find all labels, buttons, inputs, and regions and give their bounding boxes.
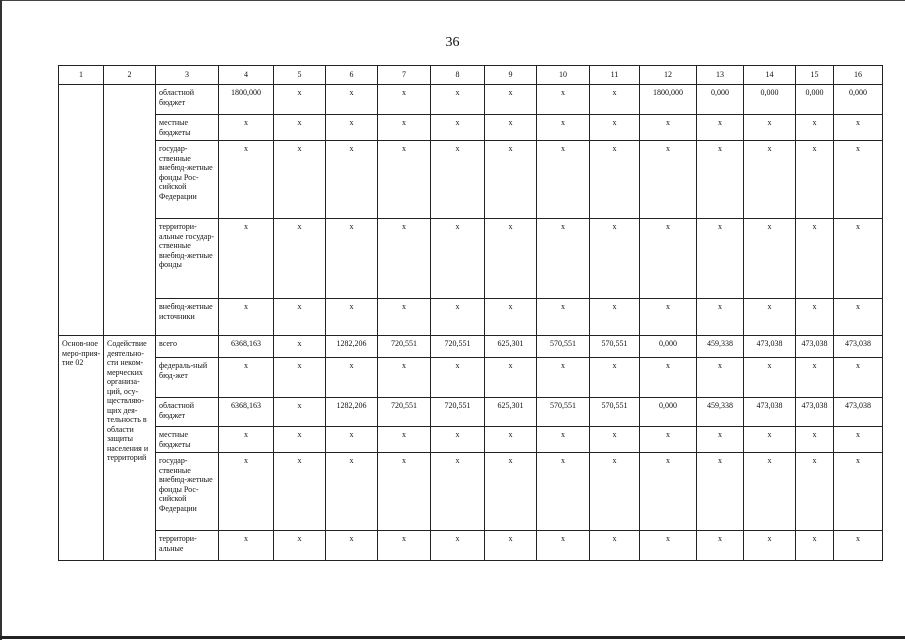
value-cell: x: [378, 219, 431, 299]
value-cell: x: [326, 453, 378, 531]
table-row: [59, 85, 883, 115]
value-cell: x: [485, 427, 537, 453]
value-cell: x: [274, 453, 326, 531]
value-cell: x: [378, 531, 431, 561]
value-cell: 473,038: [796, 336, 834, 358]
value-cell: x: [744, 427, 796, 453]
value-cell: x: [326, 358, 378, 398]
value-cell: x: [378, 427, 431, 453]
value-cell: x: [219, 219, 274, 299]
value-cell: x: [834, 453, 883, 531]
value-cell: x: [640, 427, 697, 453]
value-cell: x: [274, 141, 326, 219]
value-cell: x: [640, 358, 697, 398]
category-cell: государ-ственные внебюд-жетные фонды Рос-сийской Федерации: [156, 141, 219, 219]
value-cell: 720,551: [378, 398, 431, 427]
value-cell: 473,038: [834, 398, 883, 427]
header-cell: 5: [274, 66, 326, 85]
value-cell: x: [537, 427, 590, 453]
value-cell: x: [326, 219, 378, 299]
table-row: [59, 141, 883, 219]
header-cell: 6: [326, 66, 378, 85]
value-cell: x: [485, 531, 537, 561]
value-cell: x: [590, 141, 640, 219]
header-cell: 10: [537, 66, 590, 85]
header-cell: 4: [219, 66, 274, 85]
value-cell: x: [697, 427, 744, 453]
table-row: [59, 531, 883, 561]
value-cell: x: [744, 531, 796, 561]
value-cell: x: [590, 531, 640, 561]
value-cell: 0,000: [640, 336, 697, 358]
value-cell: 473,038: [796, 398, 834, 427]
value-cell: x: [640, 115, 697, 141]
value-cell: 459,338: [697, 398, 744, 427]
header-cell: 11: [590, 66, 640, 85]
value-cell: 570,551: [537, 398, 590, 427]
value-cell: x: [697, 115, 744, 141]
value-cell: 1800,000: [640, 85, 697, 115]
value-cell: x: [834, 141, 883, 219]
table-row: [59, 427, 883, 453]
continuation-cell: [104, 219, 156, 299]
table-row: [59, 358, 883, 398]
category-cell: областной бюджет: [156, 398, 219, 427]
value-cell: x: [744, 141, 796, 219]
category-cell: местные бюджеты: [156, 115, 219, 141]
header-cell: 15: [796, 66, 834, 85]
table-row: [59, 336, 883, 358]
value-cell: x: [431, 453, 485, 531]
continuation-cell: [59, 219, 104, 299]
value-cell: x: [697, 453, 744, 531]
header-cell: 7: [378, 66, 431, 85]
value-cell: x: [485, 115, 537, 141]
value-cell: 570,551: [537, 336, 590, 358]
category-cell: федераль-ный бюд-жет: [156, 358, 219, 398]
continuation-cell: [104, 299, 156, 336]
value-cell: 570,551: [590, 398, 640, 427]
value-cell: x: [219, 531, 274, 561]
value-cell: 625,301: [485, 398, 537, 427]
value-cell: x: [219, 141, 274, 219]
value-cell: x: [219, 453, 274, 531]
value-cell: x: [274, 115, 326, 141]
value-cell: x: [219, 115, 274, 141]
header-cell: 8: [431, 66, 485, 85]
value-cell: x: [796, 219, 834, 299]
table-row: [59, 219, 883, 299]
category-cell: государ-ственные внебюд-жетные фонды Рос-сийской Федерации: [156, 453, 219, 531]
value-cell: 0,000: [697, 85, 744, 115]
value-cell: x: [834, 358, 883, 398]
value-cell: x: [697, 531, 744, 561]
value-cell: 473,038: [744, 398, 796, 427]
value-cell: 473,038: [834, 336, 883, 358]
value-cell: x: [431, 85, 485, 115]
value-cell: x: [326, 531, 378, 561]
value-cell: 0,000: [744, 85, 796, 115]
value-cell: x: [485, 141, 537, 219]
header-cell: 16: [834, 66, 883, 85]
header-row: [59, 66, 883, 85]
value-cell: x: [485, 358, 537, 398]
category-cell: территори-альные: [156, 531, 219, 561]
value-cell: x: [326, 299, 378, 336]
value-cell: x: [537, 219, 590, 299]
value-cell: x: [590, 115, 640, 141]
value-cell: 6368,163: [219, 398, 274, 427]
value-cell: x: [378, 115, 431, 141]
value-cell: 0,000: [834, 85, 883, 115]
page-edge-left: [0, 0, 2, 640]
header-cell: 1: [59, 66, 104, 85]
value-cell: 0,000: [796, 85, 834, 115]
value-cell: x: [431, 141, 485, 219]
value-cell: x: [378, 358, 431, 398]
value-cell: x: [640, 531, 697, 561]
category-cell: местные бюджеты: [156, 427, 219, 453]
value-cell: x: [834, 531, 883, 561]
value-cell: x: [744, 299, 796, 336]
value-cell: 570,551: [590, 336, 640, 358]
value-cell: x: [378, 299, 431, 336]
page-edge-top: [0, 0, 905, 1]
header-cell: 14: [744, 66, 796, 85]
value-cell: x: [485, 453, 537, 531]
value-cell: x: [274, 531, 326, 561]
value-cell: x: [274, 358, 326, 398]
value-cell: x: [274, 85, 326, 115]
value-cell: x: [485, 219, 537, 299]
value-cell: x: [537, 299, 590, 336]
category-cell: территори-альные государ-ственные внебюд-жетные фонды: [156, 219, 219, 299]
value-cell: 1282,206: [326, 336, 378, 358]
value-cell: x: [378, 85, 431, 115]
continuation-cell: [59, 115, 104, 141]
value-cell: x: [796, 299, 834, 336]
continuation-cell: [59, 85, 104, 115]
header-cell: 13: [697, 66, 744, 85]
value-cell: x: [431, 115, 485, 141]
value-cell: x: [537, 531, 590, 561]
value-cell: x: [219, 299, 274, 336]
table-row: [59, 115, 883, 141]
value-cell: x: [590, 358, 640, 398]
value-cell: x: [796, 453, 834, 531]
value-cell: x: [219, 358, 274, 398]
value-cell: 459,338: [697, 336, 744, 358]
value-cell: x: [590, 299, 640, 336]
value-cell: x: [326, 85, 378, 115]
value-cell: x: [590, 219, 640, 299]
value-cell: x: [796, 115, 834, 141]
table-row: [59, 398, 883, 427]
value-cell: x: [274, 336, 326, 358]
table-row: [59, 453, 883, 531]
value-cell: x: [431, 358, 485, 398]
value-cell: x: [640, 219, 697, 299]
value-cell: x: [326, 427, 378, 453]
value-cell: x: [834, 427, 883, 453]
category-cell: внебюд-жетные источники: [156, 299, 219, 336]
continuation-cell: [104, 115, 156, 141]
value-cell: x: [274, 299, 326, 336]
value-cell: x: [834, 299, 883, 336]
value-cell: 720,551: [431, 398, 485, 427]
value-cell: x: [219, 427, 274, 453]
value-cell: 720,551: [431, 336, 485, 358]
event-code-cell: Основ-ное меро-прия-тие 02: [59, 336, 104, 561]
value-cell: x: [834, 115, 883, 141]
value-cell: 1282,206: [326, 398, 378, 427]
budget-table: [58, 65, 883, 561]
value-cell: x: [431, 531, 485, 561]
value-cell: x: [485, 85, 537, 115]
category-cell: всего: [156, 336, 219, 358]
header-cell: 12: [640, 66, 697, 85]
event-description-cell: Содействие деятельно-сти неком-мерческих организа-ций, осу-ществляю-щих дея-тельность в области защиты населения и территорий: [104, 336, 156, 561]
value-cell: x: [274, 427, 326, 453]
value-cell: 6368,163: [219, 336, 274, 358]
value-cell: 720,551: [378, 336, 431, 358]
value-cell: x: [378, 453, 431, 531]
value-cell: x: [697, 219, 744, 299]
value-cell: x: [744, 115, 796, 141]
value-cell: x: [640, 299, 697, 336]
value-cell: x: [274, 219, 326, 299]
table-row: [59, 299, 883, 336]
value-cell: x: [431, 299, 485, 336]
value-cell: x: [590, 427, 640, 453]
value-cell: x: [796, 141, 834, 219]
value-cell: x: [640, 453, 697, 531]
value-cell: x: [537, 115, 590, 141]
header-cell: 9: [485, 66, 537, 85]
value-cell: x: [590, 85, 640, 115]
value-cell: x: [834, 219, 883, 299]
value-cell: x: [697, 358, 744, 398]
value-cell: x: [378, 141, 431, 219]
value-cell: x: [590, 453, 640, 531]
value-cell: 1800,000: [219, 85, 274, 115]
value-cell: x: [537, 453, 590, 531]
value-cell: x: [326, 141, 378, 219]
value-cell: x: [796, 531, 834, 561]
value-cell: x: [796, 358, 834, 398]
value-cell: x: [537, 358, 590, 398]
page-number: 36: [445, 35, 460, 50]
continuation-cell: [59, 299, 104, 336]
value-cell: x: [431, 427, 485, 453]
value-cell: x: [326, 115, 378, 141]
continuation-cell: [104, 141, 156, 219]
value-cell: x: [485, 299, 537, 336]
value-cell: 625,301: [485, 336, 537, 358]
value-cell: x: [431, 219, 485, 299]
header-cell: 3: [156, 66, 219, 85]
page-edge-bottom: [0, 636, 905, 639]
category-cell: областной бюджет: [156, 85, 219, 115]
value-cell: x: [796, 427, 834, 453]
value-cell: 0,000: [640, 398, 697, 427]
value-cell: x: [697, 299, 744, 336]
value-cell: x: [537, 85, 590, 115]
continuation-cell: [59, 141, 104, 219]
value-cell: x: [744, 219, 796, 299]
value-cell: x: [744, 453, 796, 531]
value-cell: x: [274, 398, 326, 427]
value-cell: 473,038: [744, 336, 796, 358]
value-cell: x: [744, 358, 796, 398]
header-cell: 2: [104, 66, 156, 85]
continuation-cell: [104, 85, 156, 115]
value-cell: x: [537, 141, 590, 219]
value-cell: x: [640, 141, 697, 219]
value-cell: x: [697, 141, 744, 219]
